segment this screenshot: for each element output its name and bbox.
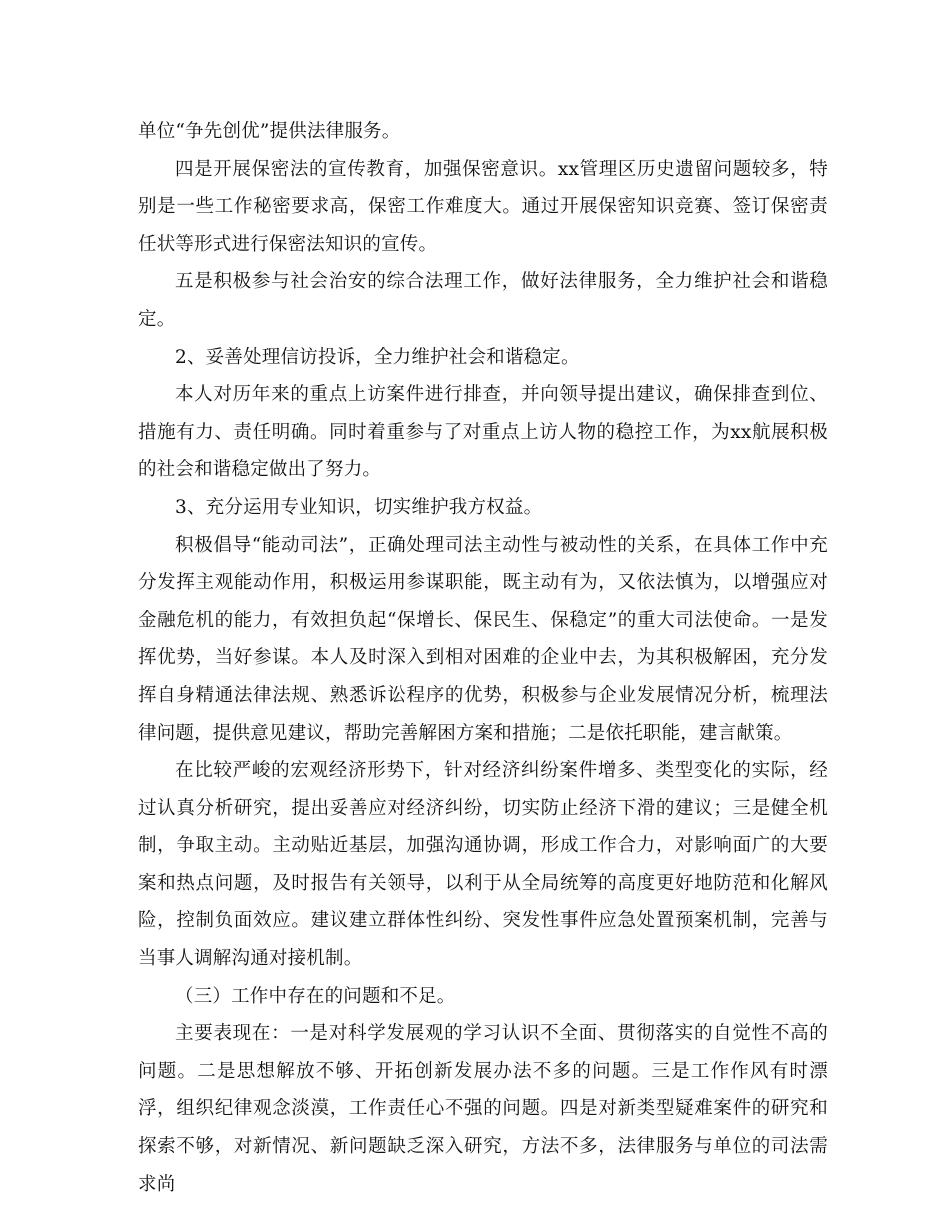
paragraph-2: 四是开展保密法的宣传教育，加强保密意识。xx管理区历史遗留问题较多，特别是一些工作秘密要求高，保密工作难度大。通过开展保密知识竞赛、签订保密责任状等形式进行保密法知识的宣传。 [138,158,828,255]
section-heading-2: 2、妥善处理信访投诉，全力维护社会和谐稳定。 [175,346,580,368]
document-body [138,113,828,1203]
paragraph-1: 单位“争先创优”提供法律服务。 [138,121,401,142]
paragraph-5: 积极倡导“能动司法”，正确处理司法主动性与被动性的关系，在具体工作中充分发挥主观能动作用，积极运用参谋职能，既主动有为，又依法慎为，以增强应对金融危机的能力，有效担负起“保增长、保民生、保稳定”的重大司法使命。一是发挥优势，当好参谋。本人及时深入到相对困难的企业中去，为其积极解困，充分发挥自身精通法律法规、熟悉诉讼程序的优势，积极参与企业发展情况分析，梳理法律问题，提供意见建议，帮助完善解困方案和措施；二是依托职能，建言献策。 [138,534,828,744]
paragraph-7: 主要表现在：一是对科学发展观的学习认识不全面、贯彻落实的自觉性不高的问题。二是思想解放不够、开拓创新发展办法不多的问题。三是工作作风有时漂浮，组织纪律观念淡漠，工作责任心不强的问题。四是对新类型疑难案件的研究和探索不够，对新情况、新问题缺乏深入研究，方法不多，法律服务与单位的司法需求尚 [138,1023,828,1195]
section-heading-3: 3、充分运用专业知识，切实维护我方权益。 [175,496,543,518]
paragraph-4: 本人对历年来的重点上访案件进行排查，并向领导提出建议，确保排查到位、措施有力、责任明确。同时着重参与了对重点上访人物的稳控工作，为xx航展积极的社会和谐稳定做出了努力。 [138,384,828,481]
paragraph-3: 五是积极参与社会治安的综合法理工作，做好法律服务，全力维护社会和谐稳定。 [138,271,828,330]
section-heading-problems: （三）工作中存在的问题和不足。 [175,985,456,1007]
paragraph-6: 在比较严峻的宏观经济形势下，针对经济纠纷案件增多、类型变化的实际，经过认真分析研究，提出妥善应对经济纠纷，切实防止经济下滑的建议；三是健全机制，争取主动。主动贴近基层，加强沟通协调，形成工作合力，对影响面广的大要案和热点问题，及时报告有关领导，以利于从全局统筹的高度更好地防范和化解风险，控制负面效应。建议建立群体性纠纷、突发性事件应急处置预案机制，完善与当事人调解沟通对接机制。 [138,760,828,970]
